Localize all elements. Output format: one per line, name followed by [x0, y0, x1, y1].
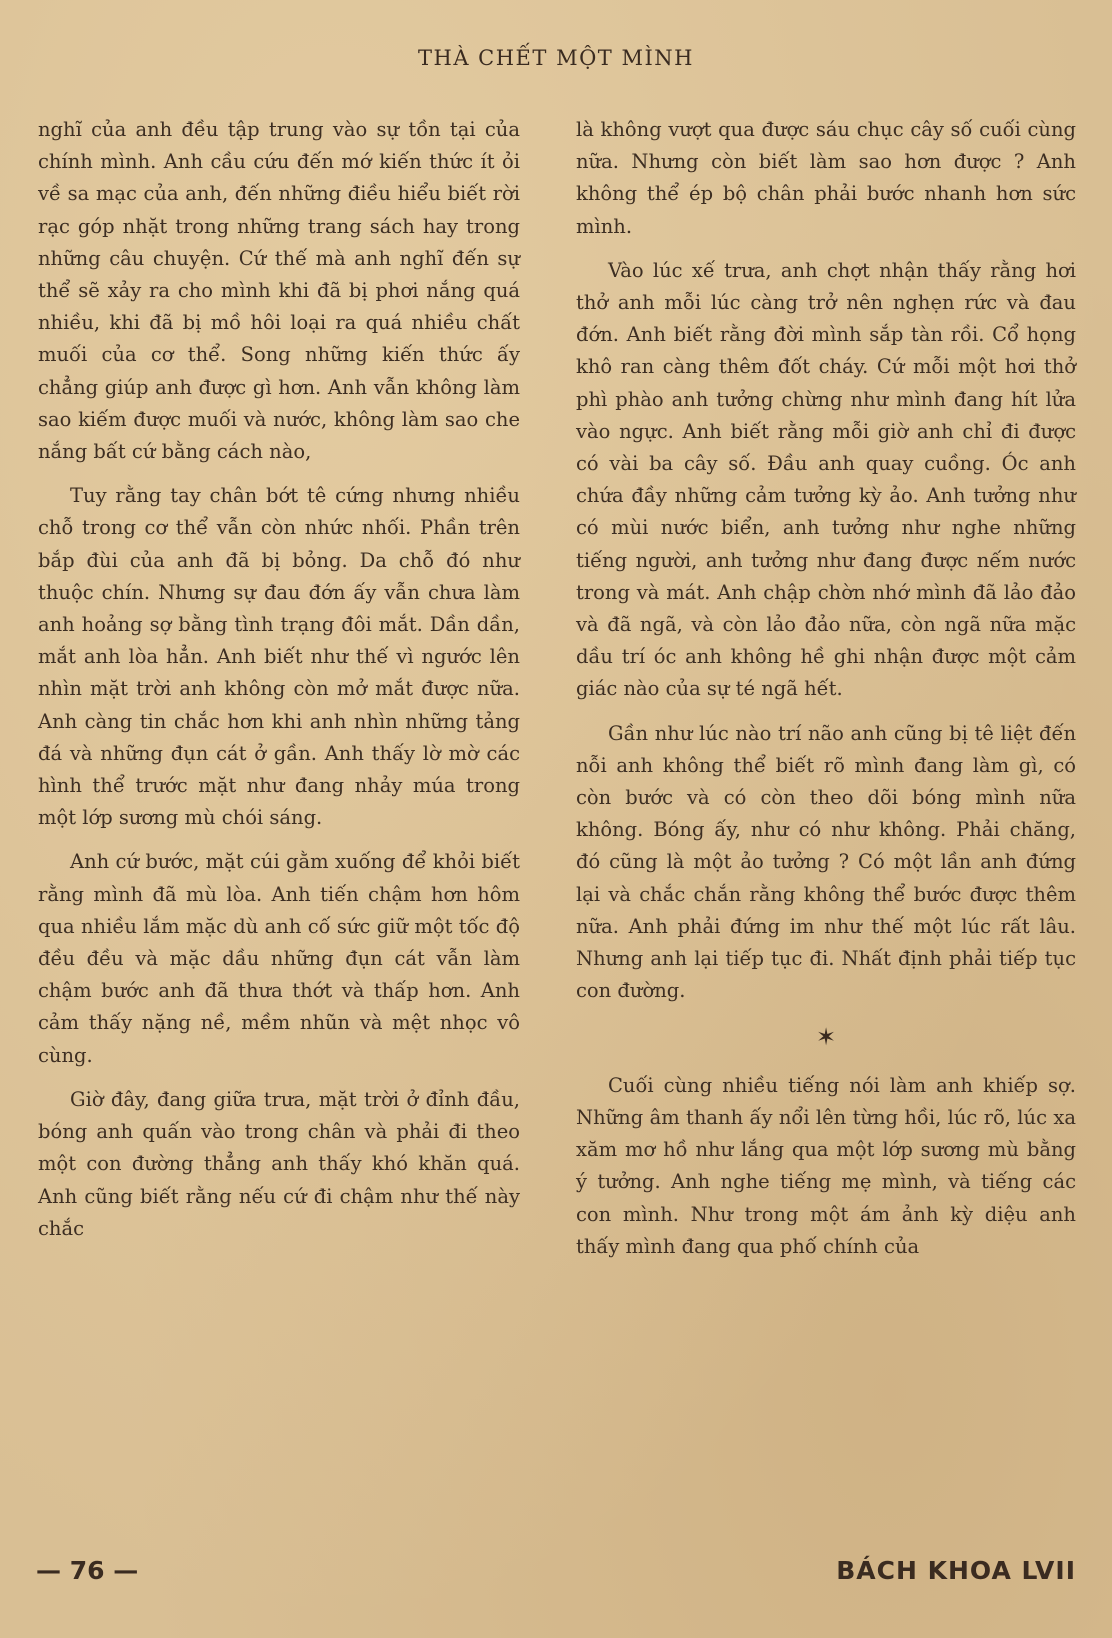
- paragraph: Vào lúc xế trưa, anh chợt nhận thấy rằng hơi thở anh mỗi lúc càng trở nên nghẹn rức và đau đớn. Anh biết rằng đời mình sắp tàn rồi. Cổ họng khô ran càng thêm đốt cháy. Cứ mỗi một hơi thở phì phào anh tưởng chừng như mình đang hít lửa vào ngực. Anh biết rằng mỗi giờ anh chỉ đi được có vài ba cây số. Đầu anh quay cuồng. Óc anh chứa đầy những cảm tưởng kỳ ảo. Anh tưởng như có mùi nước biển, anh tưởng như nghe những tiếng người, anh tưởng như đang được nếm nước trong và mát. Anh chập chờn nhớ mình đã lảo đảo và đã ngã, và còn lảo đảo nữa, còn ngã nữa mặc dầu trí óc anh không hề ghi nhận được một cảm giác nào của sự té ngã hết.: [576, 258, 1076, 701]
- magazine-title: BÁCH KHOA LVII: [836, 1556, 1076, 1585]
- paragraph: Cuối cùng nhiều tiếng nói làm anh khiếp sợ. Những âm thanh ấy nổi lên từng hồi, lúc rõ, lúc xa xăm mơ hồ như lắng qua một lớp sương mù bằng ý tưởng. Anh nghe tiếng mẹ mình, và tiếng các con mình. Như trong một ám ảnh kỳ diệu anh thấy mình đang qua phố chính của: [576, 1073, 1076, 1258]
- page-number: — 76 —: [36, 1556, 139, 1585]
- right-column: [576, 114, 1076, 1263]
- paragraph: nghĩ của anh đều tập trung vào sự tồn tại của chính mình. Anh cầu cứu đến mớ kiến thức ít ỏi về sa mạc của anh, đến những điều hiểu biết rời rạc góp nhặt trong những trang sách hay trong những câu chuyện. Cứ thế mà anh nghĩ đến sự thể sẽ xảy ra cho mình khi đã bị phơi nắng quá nhiều, khi đã bị mồ hôi loại ra quá nhiều chất muối của cơ thể. Song những kiến thức ấy chẳng giúp anh được gì hơn. Anh vẫn không làm sao kiếm được muối và nước, không làm sao che nắng bất cứ bằng cách nào,: [38, 118, 520, 464]
- paragraph: Anh cứ bước, mặt cúi gằm xuống để khỏi biết rằng mình đã mù lòa. Anh tiến chậm hơn hôm qua nhiều lắm mặc dù anh cố sức giữ một tốc độ đều đều và mặc dầu những đụn cát vẫn làm chậm bước anh đã thưa thớt và thấp hơn. Anh cảm thấy nặng nề, mềm nhũn và mệt nhọc vô cùng.: [38, 850, 520, 1067]
- paragraph: Tuy rằng tay chân bớt tê cứng nhưng nhiều chỗ trong cơ thể vẫn còn nhức nhối. Phần trên bắp đùi của anh đã bị bỏng. Da chỗ đó như thuộc chín. Nhưng sự đau đớn ấy vẫn chưa làm anh hoảng sợ bằng tình trạng đôi mắt. Dần dần, mắt anh lòa hẳn. Anh biết như thế vì ngước lên nhìn mặt trời anh không còn mở mắt được nữa. Anh càng tin chắc hơn khi anh nhìn những tảng đá và những đụn cát ở gần. Anh thấy lờ mờ các hình thể trước mặt như đang nhảy múa trong một lớp sương mù chói sáng.: [38, 484, 520, 830]
- paragraph: Gần như lúc nào trí não anh cũng bị tê liệt đến nỗi anh không thể biết rõ mình đang làm gì, có còn bước và có còn theo dõi bóng mình nữa không. Bóng ấy, như có như không. Phải chăng, đó cũng là một ảo tưởng ? Có một lần anh đứng lại và chắc chắn rằng không thể bước được thêm nữa. Anh phải đứng im như thế một lúc rất lâu. Nhưng anh lại tiếp tục đi. Nhất định phải tiếp tục con đường.: [576, 721, 1076, 1003]
- paragraph: là không vượt qua được sáu chục cây số cuối cùng nữa. Nhưng còn biết làm sao hơn được ? Anh không thể ép bộ chân phải bước nhanh hơn sức mình.: [576, 118, 1076, 238]
- paragraph: Giờ đây, đang giữa trưa, mặt trời ở đỉnh đầu, bóng anh quấn vào trong chân và phải đi theo một con đường thẳng anh thấy khó khăn quá. Anh cũng biết rằng nếu cứ đi chậm như thế này chắc: [38, 1087, 520, 1240]
- left-column: [38, 114, 520, 1245]
- section-separator-icon: ✶: [815, 1023, 837, 1052]
- running-head-title: THÀ CHẾT MỘT MÌNH: [418, 46, 694, 70]
